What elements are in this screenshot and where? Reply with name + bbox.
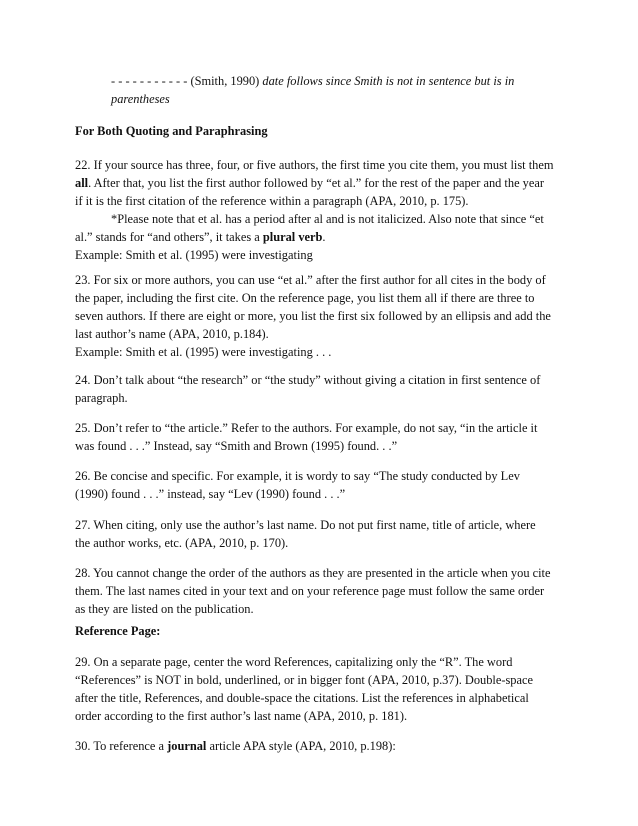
item-23-line: seven authors. If there are eight or more, you list the first six followed by an ellipsis and add the [75, 309, 551, 323]
item-23-line: the paper, including the first cite. On the reference page, you list them all if there are three to [75, 291, 535, 305]
item-30-bold-journal: journal [167, 739, 207, 753]
item-30 [75, 737, 570, 755]
item-22-example: Example: Smith et al. (1995) were investigating [75, 248, 313, 262]
item-30-text: article APA style (APA, 2010, p.198): [206, 739, 396, 753]
item-28-line: 28. You cannot change the order of the authors as they are presented in the article when you cite [75, 566, 551, 580]
item-22-line: if it is the first citation of the reference within a paragraph (APA, 2010, p. 175). [75, 194, 469, 208]
item-22-line [75, 174, 570, 192]
item-22-line: 22. If your source has three, four, or five authors, the first time you cite them, you must list them [75, 158, 554, 172]
heading-quoting-paraphrasing: For Both Quoting and Paraphrasing [75, 124, 268, 138]
item-25-line: was found . . .” Instead, say “Smith and Brown (1995) found. . .” [75, 439, 398, 453]
item-28 [75, 564, 570, 618]
item-26-line: 26. Be concise and specific. For example, it is wordy to say “The study conducted by Lev [75, 469, 520, 483]
top-note-line-2 [111, 90, 571, 108]
top-note [111, 72, 571, 108]
item-23-line: last author’s name (APA, 2010, p.184). [75, 327, 269, 341]
item-22-line [75, 228, 570, 246]
item-24-line: 24. Don’t talk about “the research” or “the study” without giving a citation in first sentence of [75, 373, 541, 387]
item-22-text: . [322, 230, 326, 244]
item-22-text: . After that, you list the first author followed by “et al.” for the rest of the paper and the year [88, 176, 544, 190]
item-26 [75, 467, 570, 503]
item-29-line: “References” is NOT in bold, underlined, or in bigger font (APA, 2010, p.37). Double-space [75, 673, 534, 687]
item-22-text: al.” stands for “and others”, it takes a [75, 230, 263, 244]
top-note-explanation-cont: parentheses [111, 92, 170, 106]
item-24 [75, 371, 570, 407]
item-24-line: paragraph. [75, 391, 128, 405]
item-25-line: 25. Don’t refer to “the article.” Refer to the authors. For example, do not say, “in the article it [75, 421, 538, 435]
item-27 [75, 516, 570, 552]
item-22-note: *Please note that et al. has a period after al and is not italicized. Also note that since “et [111, 212, 544, 226]
item-29-line: 29. On a separate page, center the word References, capitalizing only the “R”. The word [75, 655, 513, 669]
top-note-citation: - - - - - - - - - - - (Smith, 1990) [111, 74, 263, 88]
item-28-line: them. The last names cited in your text and on your reference page must follow the same order [75, 584, 545, 598]
item-27-line: 27. When citing, only use the author’s last name. Do not put first name, title of article, where [75, 518, 536, 532]
top-note-line-1 [111, 72, 571, 90]
item-25 [75, 419, 570, 455]
item-30-text: 30. To reference a [75, 739, 168, 753]
item-23-line: 23. For six or more authors, you can use “et al.” after the first author for all cites in the body of [75, 273, 546, 287]
item-22-bold-all: all [75, 176, 89, 190]
heading-reference-page: Reference Page: [75, 624, 161, 638]
item-23-example: Example: Smith et al. (1995) were investigating . . . [75, 345, 332, 359]
item-23 [75, 271, 570, 361]
item-29 [75, 653, 570, 725]
item-30-line [75, 737, 570, 755]
item-22-bold-plural-verb: plural verb [262, 230, 323, 244]
item-29-line: order according to the first author’s last name (APA, 2010, p. 181). [75, 709, 408, 723]
item-28-line: as they are listed on the publication. [75, 602, 254, 616]
item-29-line: after the title, References, and double-space the citations. List the references in alphabetical [75, 691, 529, 705]
item-26-line: (1990) found . . .” instead, say “Lev (1990) found . . .” [75, 487, 346, 501]
top-note-explanation: date follows since Smith is not in sentence but is in [262, 74, 515, 88]
item-27-line: the author works, etc. (APA, 2010, p. 170). [75, 536, 289, 550]
item-22 [75, 156, 570, 264]
